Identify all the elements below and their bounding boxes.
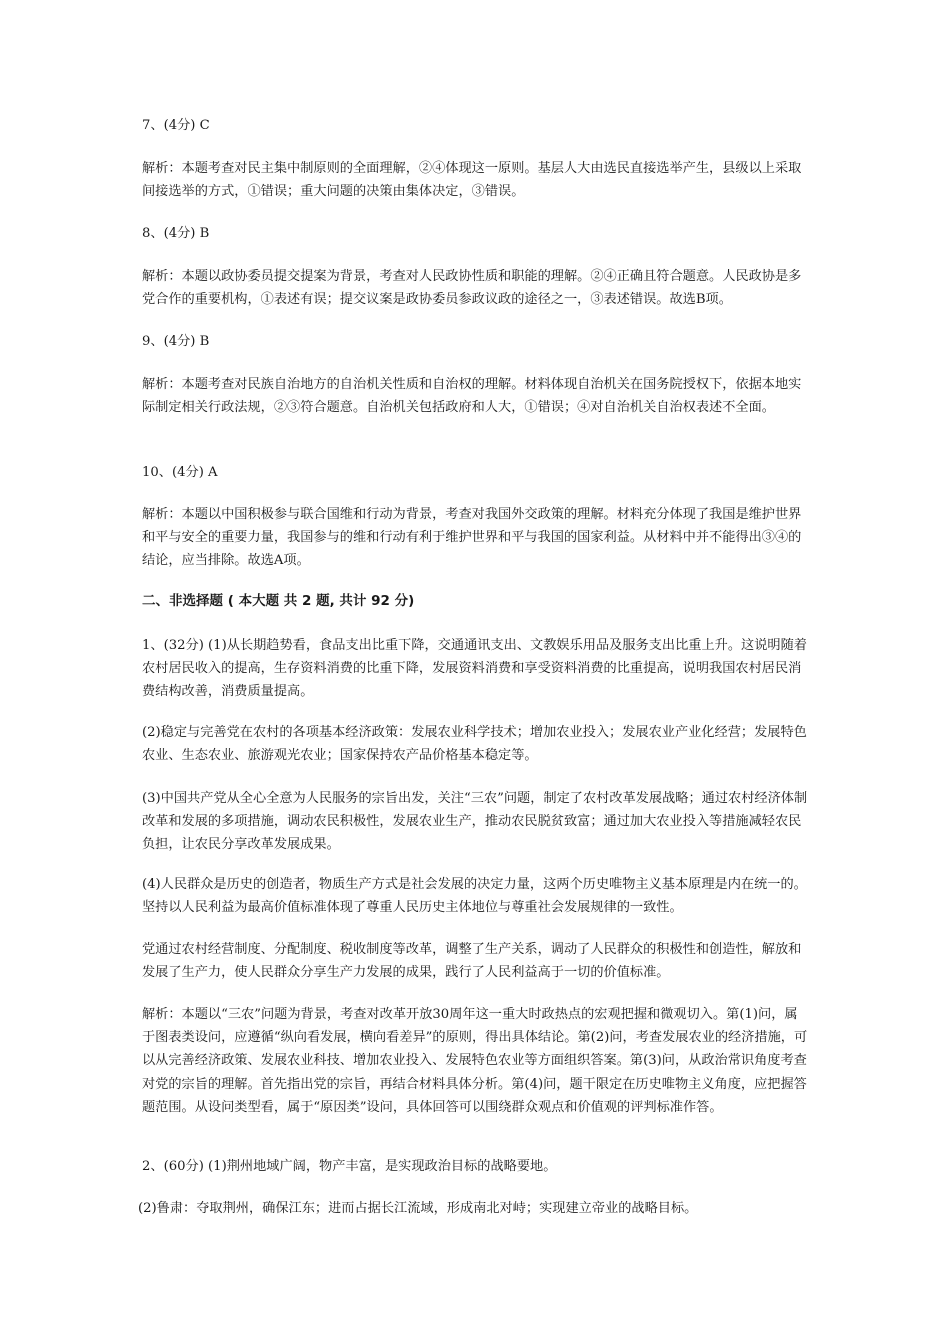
- answer-9-heading: 9、(4分) B: [142, 334, 210, 349]
- q1-part4-continued: 党通过农村经营制度、分配制度、税收制度等改革，调整了生产关系，调动了人民群众的积极性和创造性，解放和发展了生产力，使人民群众分享生产力发展的成果，践行了人民利益高于一切的价值标准。: [142, 942, 802, 981]
- answer-7-analysis: 解析：本题考查对民主集中制原则的全面理解，②④体现这一原则。基层人大由选民直接选举产生，县级以上采取间接选举的方式，①错误；重大问题的决策由集体决定，③错误。: [142, 161, 802, 200]
- q2-part1: 2、(60分) (1)荆州地域广阔，物产丰富，是实现政治目标的战略要地。: [142, 1159, 557, 1174]
- answer-7-heading: 7、(4分) C: [142, 118, 210, 133]
- q1-part1: 1、(32分) (1)从长期趋势看，食品支出比重下降，交通通讯支出、文教娱乐用品及服务支出比重上升。这说明随着农村居民收入的提高，生存资料消费的比重下降，发展资料消费和享受资料消费的比重提高，说明我国农村居民消费结构改善，消费质量提高。: [142, 638, 807, 700]
- answer-10-analysis: 解析：本题以中国积极参与联合国维和行动为背景，考查对我国外交政策的理解。材料充分体现了我国是维护世界和平与安全的重要力量，我国参与的维和行动有利于维护世界和平与我国的国家利益。从材料中并不能得出③④的结论，应当排除。故选A项。: [142, 507, 802, 569]
- answer-9-analysis: 解析：本题考查对民族自治地方的自治机关性质和自治权的理解。材料体现自治机关在国务院授权下，依据本地实际制定相关行政法规，②③符合题意。自治机关包括政府和人大，①错误；④对自治机关自治权表述不全面。: [142, 377, 802, 416]
- answer-8-heading: 8、(4分) B: [142, 226, 210, 241]
- q1-analysis: 解析：本题以“三农”问题为背景，考查对改革开放30周年这一重大时政热点的宏观把握和微观切入。第(1)问，属于图表类设问，应遵循“纵向看发展，横向看差异”的原则，得出具体结论。第(2)问，考查发展农业的经济措施，可以从完善经济政策、发展农业科技、增加农业投入、发展特色农业等方面组织答案。第(3)问，从政治常识角度考查对党的宗旨的理解。首先指出党的宗旨，再结合材料具体分析。第(4)问，题干限定在历史唯物主义角度，应把握答题范围。从设问类型看，属于“原因类”设问，具体回答可以围绕群众观点和价值观的评判标准作答。: [142, 1007, 808, 1115]
- q1-part4: (4)人民群众是历史的创造者，物质生产方式是社会发展的决定力量，这两个历史唯物主义基本原理是内在统一的。坚持以人民利益为最高价值标准体现了尊重人民历史主体地位与尊重社会发展规律的一致性。: [142, 877, 807, 916]
- section-heading: 二、非选择题 ( 本大题 共 2 题, 共计 92 分): [142, 593, 415, 609]
- answer-10-heading: 10、(4分) A: [142, 465, 218, 480]
- q1-part3: (3)中国共产党从全心全意为人民服务的宗旨出发，关注“三农”问题，制定了农村改革发展战略；通过农村经济体制改革和发展的多项措施，调动农民积极性，发展农业生产，推动农民脱贫致富；通过加大农业投入等措施减轻农民负担，让农民分享改革发展成果。: [142, 791, 808, 853]
- q2-part2: (2)鲁肃：夺取荆州，确保江东；进而占据长江流域，形成南北对峙；实现建立帝业的战略目标。: [138, 1201, 698, 1216]
- answer-8-analysis: 解析：本题以政协委员提交提案为背景，考查对人民政协性质和职能的理解。②④正确且符合题意。人民政协是多党合作的重要机构，①表述有误；提交议案是政协委员参政议政的途径之一，③表述错误。故选B项。: [142, 269, 802, 308]
- q1-part2: (2)稳定与完善党在农村的各项基本经济政策：发展农业科学技术；增加农业投入；发展农业产业化经营；发展特色农业、生态农业、旅游观光农业；国家保持农产品价格基本稳定等。: [142, 725, 807, 764]
